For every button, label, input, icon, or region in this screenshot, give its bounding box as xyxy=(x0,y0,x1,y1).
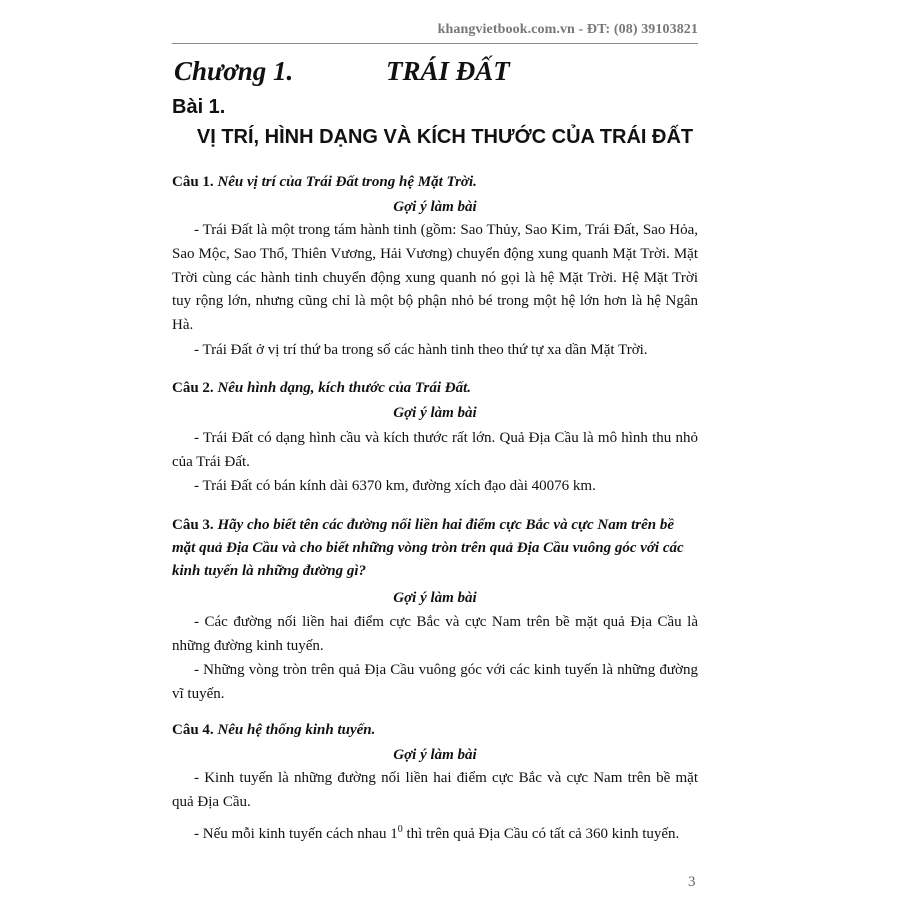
header-rule xyxy=(172,43,698,44)
hint-label: Gợi ý làm bài xyxy=(393,747,477,763)
hint-label: Gợi ý làm bài xyxy=(393,199,477,215)
hint-label: Gợi ý làm bài xyxy=(393,405,477,421)
hint-label: Gợi ý làm bài xyxy=(393,590,477,606)
lesson-number: Bài 1. xyxy=(172,96,226,118)
answer-paragraph: - Trái Đất là một trong tám hành tinh (gồm: Sao Thủy, Sao Kim, Trái Đất, Sao Hỏa, Sao Mộc, Sao Thổ, Thiên Vương, Hải Vương) chuyển động xung quanh Mặt Trời. Mặt Trời cùng các hành tinh chuyển động xung quanh nó gọi là hệ Mặt Trời. Hệ Mặt Trời tuy rộng lớn, nhưng cũng chỉ là một bộ phận nhỏ bé trong một hệ lớn hơn là hệ Ngân Hà. xyxy=(172,222,698,334)
question-3 xyxy=(172,514,698,583)
answer-text: thì trên quả Địa Cầu có tất cả 360 kinh tuyến. xyxy=(402,826,680,842)
question-text: Nêu vị trí của Trái Đất trong hệ Mặt Trời. xyxy=(217,174,477,190)
page-header-source: khangvietbook.com.vn - ĐT: (08) 39103821 xyxy=(437,22,698,37)
answer-paragraph xyxy=(172,818,698,847)
question-4 xyxy=(172,719,698,742)
question-1 xyxy=(172,171,698,194)
answer-paragraph: - Kinh tuyến là những đường nối liền hai điểm cực Bắc và cực Nam trên bề mặt quả Địa Cầu. xyxy=(172,770,698,810)
question-text: Nêu hệ thống kinh tuyến. xyxy=(217,722,376,738)
question-number: Câu 2. xyxy=(172,380,214,396)
question-number: Câu 3. xyxy=(172,517,214,533)
answer-paragraph: - Các đường nối liền hai điểm cực Bắc và cực Nam trên bề mặt quả Địa Cầu là những đường kinh tuyến. xyxy=(172,614,698,654)
degree-superscript: 0 xyxy=(397,824,403,835)
question-2 xyxy=(172,377,698,400)
question-number: Câu 1. xyxy=(172,174,214,190)
chapter-heading xyxy=(172,56,732,92)
chapter-title: TRÁI ĐẤT xyxy=(386,56,510,86)
answer-text: - Nếu mỗi kinh tuyến cách nhau 1 xyxy=(194,826,398,842)
answer-paragraph: - Trái Đất có dạng hình cầu và kích thước rất lớn. Quả Địa Cầu là mô hình thu nhỏ của Trái Đất. xyxy=(172,430,698,470)
question-text: Hãy cho biết tên các đường nối liền hai điểm cực Bắc và cực Nam trên bề mặt quả Địa Cầu và cho biết những vòng tròn trên quả Địa Cầu vuông góc với các kinh tuyến là những đường gì? xyxy=(172,517,684,579)
answer-paragraph: - Trái Đất ở vị trí thứ ba trong số các hành tinh theo thứ tự xa dần Mặt Trời. xyxy=(194,342,648,358)
lesson-title: VỊ TRÍ, HÌNH DẠNG VÀ KÍCH THƯỚC CỦA TRÁI ĐẤT xyxy=(196,126,694,148)
page-number: 3 xyxy=(688,874,696,890)
question-text: Nêu hình dạng, kích thước của Trái Đất. xyxy=(217,380,472,396)
answer-paragraph: - Những vòng tròn trên quả Địa Cầu vuông góc với các kinh tuyến là những đường vĩ tuyến. xyxy=(172,662,698,702)
chapter-label: Chương 1. xyxy=(174,56,294,86)
answer-paragraph: - Trái Đất có bán kính dài 6370 km, đường xích đạo dài 40076 km. xyxy=(194,478,596,494)
question-number: Câu 4. xyxy=(172,722,214,738)
